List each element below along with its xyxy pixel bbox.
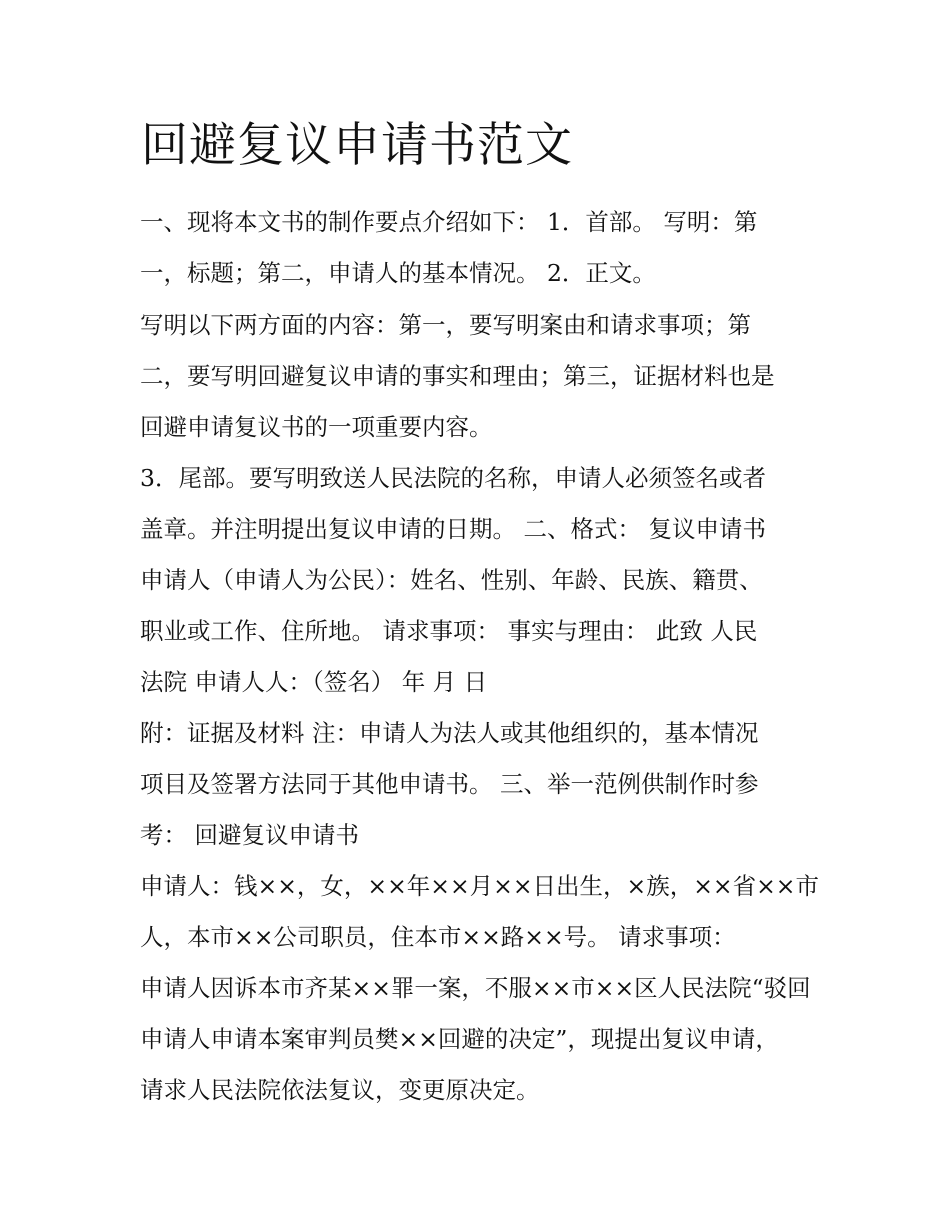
text-line: 写明以下两方面的内容：第一，要写明案由和请求事项；第 <box>140 311 751 339</box>
text-line: 附：证据及材料 注：申请人为法人或其他组织的，基本情况 <box>140 719 759 747</box>
text-line: 职业或工作、住所地。 请求事项： 事实与理由： 此致 人民 <box>140 617 758 645</box>
text-line: 请求人民法院依法复议，变更原决定。 <box>140 1076 540 1104</box>
text-line: 考： 回避复议申请书 <box>140 821 359 849</box>
text-line: 一，标题；第二，申请人的基本情况。 2．正文。 <box>140 259 656 287</box>
text-line: 盖章。并注明提出复议申请的日期。 二、格式： 复议申请书 <box>140 515 766 543</box>
text-line: 二，要写明回避复议申请的事实和理由；第三，证据材料也是 <box>140 362 775 390</box>
text-line: 申请人因诉本市齐某××罪一案，不服××市××区人民法院“驳回 <box>140 974 811 1002</box>
text-line: 项目及签署方法同于其他申请书。 三、举一范例供制作时参 <box>140 770 759 798</box>
text-line: 人，本市××公司职员，住本市××路××号。 请求事项： <box>140 923 736 951</box>
text-line: 申请人申请本案审判员樊××回避的决定”，现提出复议申请， <box>140 1025 779 1053</box>
text-line: 一、现将本文书的制作要点介绍如下： 1．首部。 写明：第 <box>140 208 758 236</box>
text-line: 3．尾部。要写明致送人民法院的名称，申请人必须签名或者 <box>140 464 766 492</box>
text-line: 回避申请复议书的一项重要内容。 <box>140 413 493 441</box>
text-line: 申请人（申请人为公民）：姓名、性别、年龄、民族、籍贯、 <box>140 566 763 594</box>
text-line: 申请人：钱××，女，××年××月××日出生，×族，××省××市 <box>140 872 819 900</box>
document-title: 回避复议申请书范文 <box>141 118 573 173</box>
text-line: 法院 申请人人：（签名） 年 月 日 <box>140 668 488 696</box>
